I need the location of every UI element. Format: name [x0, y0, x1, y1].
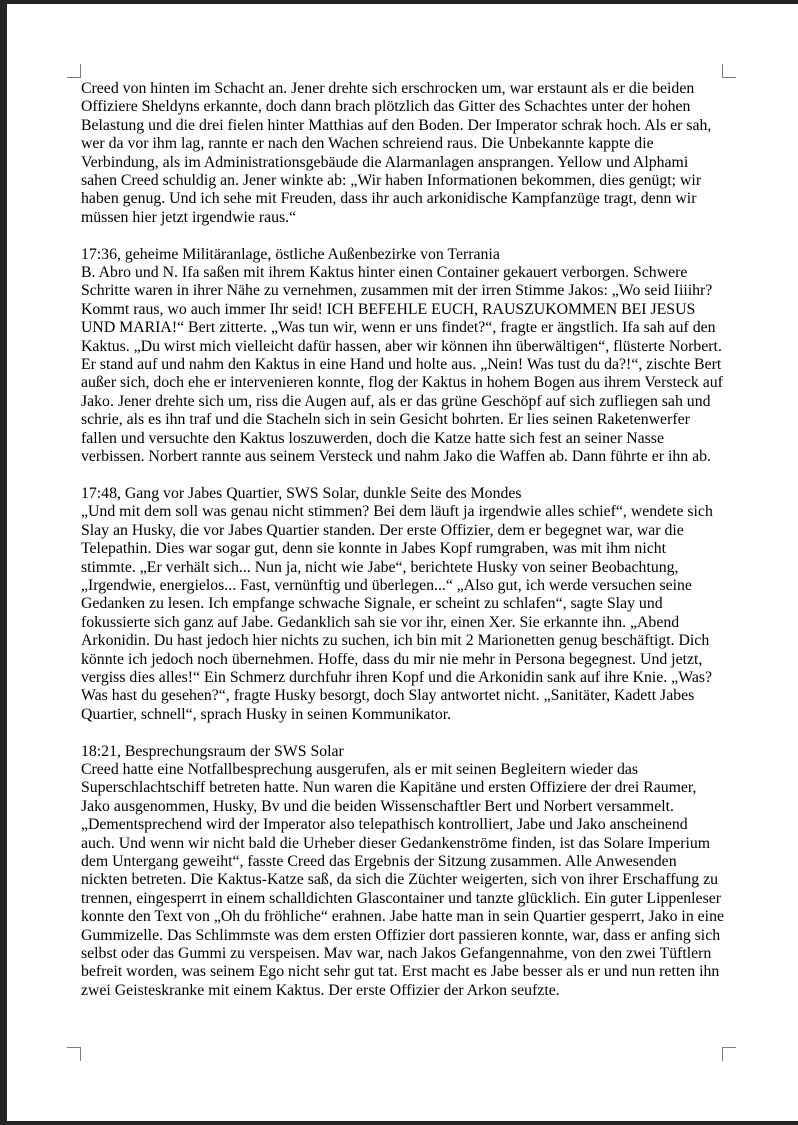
scene-heading: 18:21, Besprechungsraum der SWS Solar — [81, 742, 344, 760]
scene-section-1748 — [81, 485, 724, 724]
paragraph-text: Creed von hinten im Schacht an. Jener drehte sich erschrocken um, war erstaunt als er die beiden Offiziere Sheldyns erkannte, doch dann brach plötzlich das Gitter des Schachtes unter der hohen Belastung und die drei fielen hinter Matthias auf den Boden. Der Imperator schrak hoch. Als er sah, wer da vor ihm lag, rannte er nach den Wachen schreiend raus. Die Unbekannte kappte die Verbindung, als im Administrationsgebäude die Alarmanlagen ansprangen. Yellow und Alphami sahen Creed schuldig an. Jener winkte ab: „Wir haben Informationen bekommen, dies genügt; wir haben genug. Und ich sehe mit Freuden, dass ihr auch arkonidische Kampfanzüge tragt, denn wir müssen hier jetzt irgendwie raus.“ — [81, 80, 712, 226]
story-paragraph — [81, 80, 724, 227]
paragraph-text: „Und mit dem soll was genau nicht stimmen? Bei dem läuft ja irgendwie alles schief“, wendete sich Slay an Husky, die vor Jabes Quartier standen. Der erste Offizier, dem er begegnet war, war die Telepathin. Dies war sogar gut, denn sie konnte in Jabes Kopf rumgraben, was mit ihm nicht stimmte. „Er verhält sich... Nun ja, nicht wie Jabe“, berichtete Husky von seiner Beobachtung, „Irgendwie, energielos... Fast, vernünftig und überlegen...“ „Also gut, ich werde versuchen seine Gedanken zu lesen. Ich empfange schwache Signale, er scheint zu schlafen“, sagte Slay und fokussierte sich ganz auf Jabe. Gedanklich sah sie vor ihr, einen Xer. Sie erkannte ihn. „Abend Arkonidin. Du hast jedoch hier nichts zu suchen, ich bin mit 2 Marionetten genug beschäftigt. Dich könnte ich jedoch noch übernehmen. Hoffe, dass du mir nie mehr in Persona begegnest. Und jetzt, vergiss dies alles!“ Ein Schmerz durchfuhr ihren Kopf und die Arkonidin sank auf ihre Knie. „Was? Was hast du gesehen?“, fragte Husky besorgt, doch Slay antwortet nicht. „Sanitäter, Kadett Jabes Quartier, schnell“, sprach Husky in seinen Kommunikator. — [81, 503, 713, 723]
window-edge-bottom — [0, 1121, 798, 1125]
scene-section-1736 — [81, 246, 724, 467]
text-boundary-mark-bottom-left — [67, 1047, 81, 1061]
scene-heading: 17:36, geheime Militäranlage, östliche Außenbezirke von Terrania — [81, 245, 500, 263]
paragraph-text: B. Abro und N. Ifa saßen mit ihrem Kaktus hinter einen Container gekauert verborgen. Schwere Schritte waren in ihrer Nähe zu vernehmen, zusammen mit der irren Stimme Jakos: „Wo seid Iiiihr? Kommt raus, wo auch immer Ihr seid! ICH BEFEHLE EUCH, RAUSZUKOMMEN BEI JESUS UND MARIA!“ Bert zitterte. „Was tun wir, wenn er uns findet?“, fragte er ängstlich. Ifa sah auf den Kaktus. „Du wirst mich vielleicht dafür hassen, aber wir können ihn überwältigen“, flüsterte Norbert. Er stand auf und nahm den Kaktus in eine Hand und holte aus. „Nein! Was tust du da?!“, zischte Bert außer sich, doch ehe er intervenieren konnte, flog der Kaktus in hohem Bogen aus ihrem Versteck auf Jako. Jener drehte sich um, riss die Augen auf, als er das grüne Geschöpf auf sich zufliegen sah und schrie, als es ihn traf und die Stacheln sich in sein Gesicht bohrten. Er lies seinen Raketenwerfer fallen und versuchte den Kaktus loszuwerden, doch die Katze hatte sich fest an seiner Nasse verbissen. Norbert rannte aus seinem Versteck und nahm Jako die Waffen ab. Dann führte er ihn ab. — [81, 264, 723, 466]
paragraph-text: Creed hatte eine Notfallbesprechung ausgerufen, als er mit seinen Begleitern wieder das Superschlachtschiff betreten hatte. Nun waren die Kapitäne und ersten Offiziere der drei Raumer, Jako ausgenommen, Husky, Bv und die beiden Wissenschaftler Bert und Norbert versammelt. „Dementsprechend wird der Imperator also telepathisch kontrolliert, Jabe und Jako anscheinend auch. Und wenn wir nicht bald die Urheber dieser Gedankenströme finden, ist das Solare Imperium dem Untergang geweiht“, fasste Creed das Ergebnis der Sitzung zusammen. Alle Anwesenden nickten betreten. Die Kaktus-Katze saß, da sich die Züchter weigerten, sich von ihrer Erschaffung zu trennen, eingesperrt in einem schalldichten Glascontainer und tanzte glücklich. Ein guter Lippenleser konnte den Text von „Oh du fröhliche“ erahnen. Jabe hatte man in sein Quartier gesperrt, Jako in eine Gummizelle. Das Schlimmste was dem ersten Offizier dort passieren konnte, war, dass er anfing sich selbst oder das Gummi zu verspeisen. Mav war, nach Jakos Gefangennahme, von den zwei Tüftlern befreit worden, was seinem Ego nicht sehr gut tat. Erst macht es Jabe besser als er und nun retten ihn zwei Geisteskranke mit einem Kaktus. Der erste Offizier der Arkon seufzte. — [81, 760, 724, 999]
window-edge-top — [0, 0, 798, 4]
text-boundary-mark-bottom-right — [722, 1047, 736, 1061]
document-text — [81, 80, 724, 1000]
window-edge-left — [0, 0, 7, 1125]
text-boundary-mark-top-right — [722, 64, 736, 78]
text-boundary-mark-top-left — [67, 64, 81, 78]
scene-section-1821 — [81, 743, 724, 1001]
scene-heading: 17:48, Gang vor Jabes Quartier, SWS Solar, dunkle Seite des Mondes — [81, 484, 522, 502]
